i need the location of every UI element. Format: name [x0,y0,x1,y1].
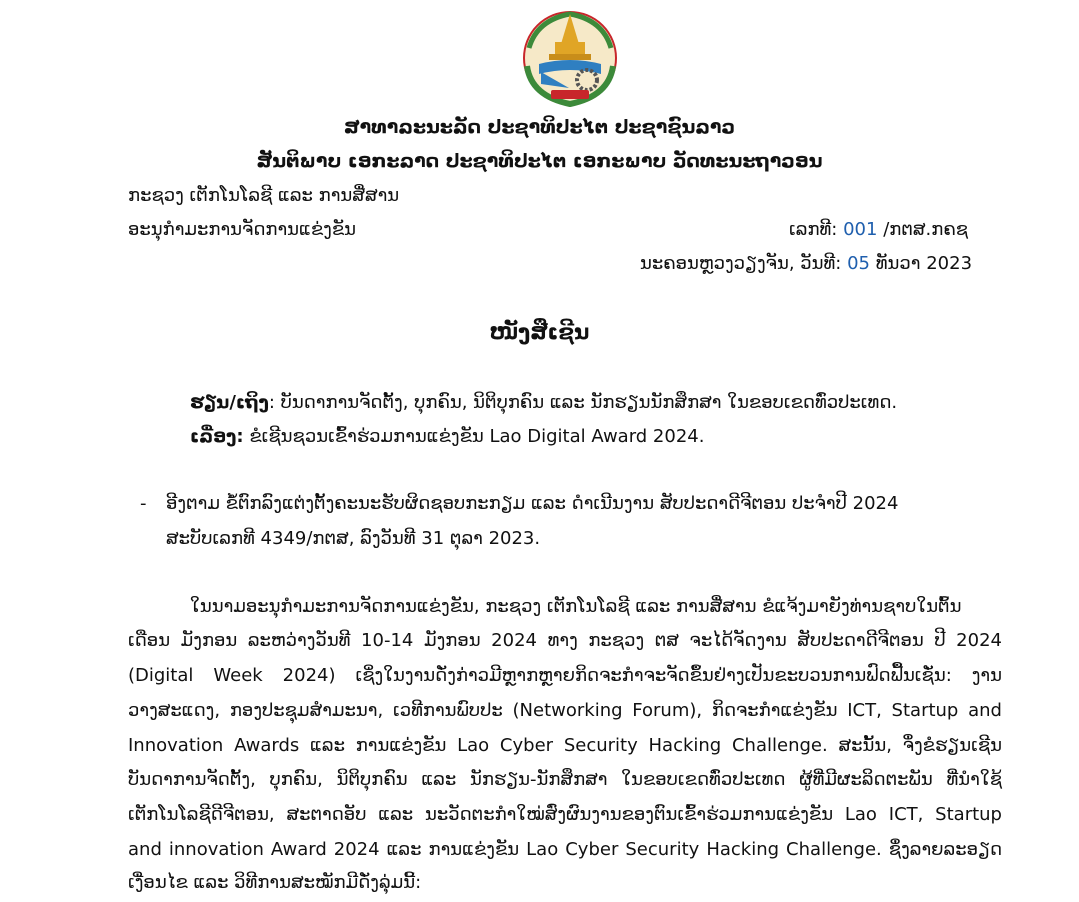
document-date [640,253,972,274]
body-line-6: ບັນດາການຈັດຕັ້ງ, ບຸກຄົນ, ນິຕິບຸກຄົນ ແລະ ນັກຮຽນ-ນັກສຶກສາ ໃນຂອບເຂດທົ່ວປະເທດ ຜູ້ທີ່ມີຜະລິດຕະພັນ ທີ່ນຳໃຊ້ [128,769,1002,790]
body-line-4: ວາງສະແດງ, ກອງປະຊຸມສຳມະນາ, ເວທີການພົບປະ (Networking Forum), ກິດຈະກຳແຂ່ງຂັນ ICT, Startup and [128,700,1002,721]
body-line-3: (Digital Week 2024) ເຊິ່ງໃນງານດັ່ງກ່າວມີຫຼາກຫຼາຍກິດຈະກຳຈະຈັດຂຶ້ນຢ່າງເປັນຂະບວນການຟົດຟື້ນເຊັ່ນ: ງານ [128,665,1002,686]
number-value: 001 [843,219,878,240]
document-title: ໜັງສືເຊີນ [489,320,590,344]
date-day: 05 [847,253,871,274]
reference-line-2: ສະບັບເລກທີ 4349/ກຕສ, ລົງວັນທີ 31 ຕຸລາ 2023. [166,528,541,549]
body-line-1: ໃນນາມອະນຸກຳມະການຈັດການແຂ່ງຂັນ, ກະຊວງ ເຕັກໂນໂລຊີ ແລະ ການສື່ສານ ຂໍແຈ້ງມາຍັງທ່ານຊາບໃນຕົ້ນ [190,596,962,617]
national-motto: ສັນຕິພາບ ເອກະລາດ ປະຊາທິປະໄຕ ເອກະພາບ ວັດທະນະຖາວອນ [256,150,823,172]
body-line-5: Innovation Awards ແລະ ການແຂ່ງຂັນ Lao Cyber Security Hacking Challenge. ສະນັ້ນ, ຈຶ່ງຂໍຮຽນເຊີນ [128,735,1002,756]
document-number [789,219,968,240]
body-line-9: ເງື່ອນໄຂ ແລະ ວິທີການສະໝັກມີດັ່ງລຸ່ມນີ້: [128,872,422,893]
subject-text: ຂໍເຊີນຊວນເຂົ້າຮ່ວມການແຂ່ງຂັນ Lao Digital Award 2024. [243,426,705,447]
country-name: ສາທາລະນະລັດ ປະຊາທິປະໄຕ ປະຊາຊົນລາວ [343,116,736,138]
subject-label: ເລື່ອງ: [190,426,244,447]
recipient-line [190,392,897,413]
body-line-8: and innovation Award 2024 ແລະ ການແຂ່ງຂັນ Lao Cyber Security Hacking Challenge. ຊຶ່ງລາຍລະອຽດ [128,839,1002,860]
date-prefix: ນະຄອນຫຼວງວຽງຈັນ, ວັນທີ: [640,253,842,274]
recipient-text: : ບັນດາການຈັດຕັ້ງ, ບຸກຄົນ, ນິຕິບຸກຄົນ ແລະ ນັກຮຽນນັກສຶກສາ ໃນຂອບເຂດທົ່ວປະເທດ. [268,392,898,413]
body-line-2: ເດືອນ ມັງກອນ ລະຫວ່າງວັນທີ 10-14 ມັງກອນ 2024 ທາງ ກະຊວງ ຕສ ຈະໄດ້ຈັດງານ ສັບປະດາດີຈີຕອນ ປີ 2024 [128,630,1002,651]
national-emblem [517,8,623,110]
date-rest: ທັນວາ 2023 [875,253,973,274]
reference-line-1: ອີງຕາມ ຂໍ້ຕົກລົງແຕ່ງຕັ້ງຄະນະຮັບຜິດຊອບກະກຽມ ແລະ ດຳເນີນງານ ສັບປະດາດີຈີຕອນ ປະຈຳປີ 2024 [166,493,899,514]
ministry-name: ກະຊວງ ເຕັກໂນໂລຊີ ແລະ ການສື່ສານ [128,185,400,206]
subject-line [190,426,704,447]
recipient-label: ຮຽນ/ເຖິງ [190,392,269,413]
number-label: ເລກທີ: [789,219,838,240]
committee-name: ອະນຸກຳມະການຈັດການແຂ່ງຂັນ [128,219,356,240]
number-suffix: /ກຕສ.ກຄຊ [883,219,969,240]
reference-bullet: - [140,493,147,514]
body-line-7: ເຕັກໂນໂລຊີດີຈີຕອນ, ສະຕາດອັບ ແລະ ນະວັດຕະກຳໃໝ່ສົ່ງຜົນງານຂອງຕົນເຂົ້າຮ່ວມການແຂ່ງຂັນ Lao ICT, Startup [128,804,1002,825]
